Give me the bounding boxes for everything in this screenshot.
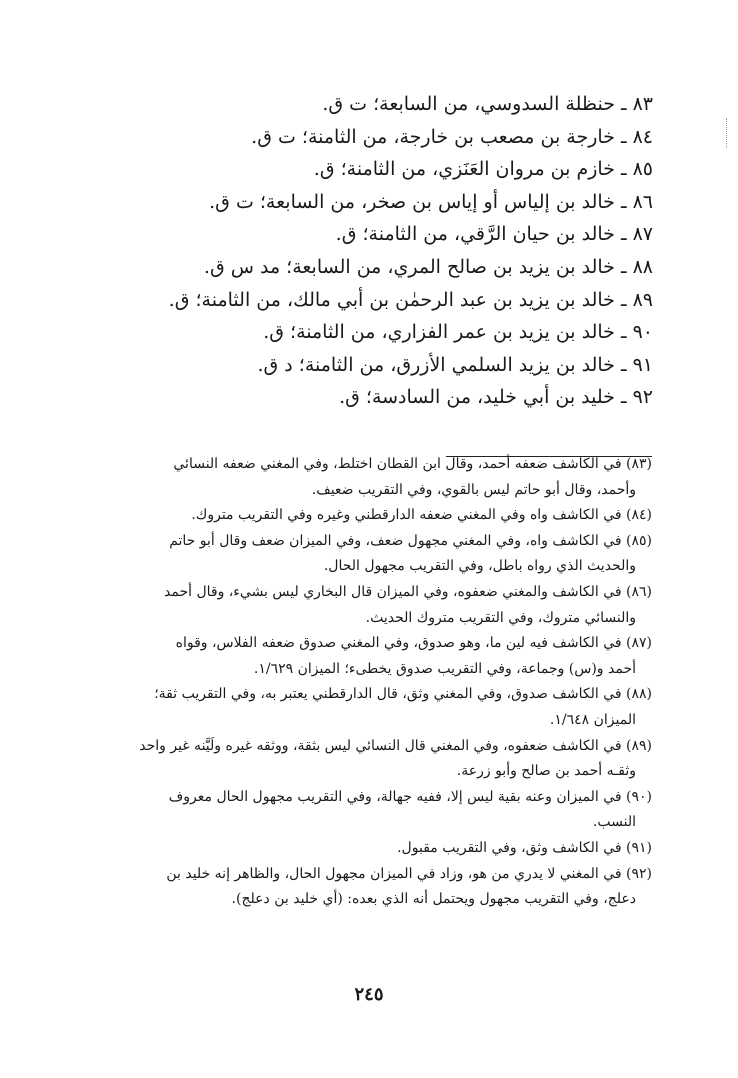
footnote-continuation: النسب. (592, 814, 636, 831)
footnote (104, 529, 652, 580)
narrator-entry: ٩٢ ـ خليد بن أبي خليد، من السادسة؛ ق. (339, 386, 653, 409)
narrator-entry: ٩١ ـ خالد بن يزيد السلمي الأزرق، من الثامنة؛ د ق. (257, 353, 653, 376)
footnotes-section (104, 452, 652, 913)
narrator-entry: ٨٩ ـ خالد بن يزيد بن عبد الرحمٰن بن أبي مالك، من الثامنة؛ ق. (168, 288, 653, 311)
footnote-first-line: (٨٩) في الكاشف ضعفوه، وفي المغني قال النسائي ليس بثقة، ووثقه غيره ولَيَّنه غير واحد (139, 737, 652, 754)
narrator-entry: ٨٥ ـ خازم بن مروان العَنَزي، من الثامنة؛ ق. (313, 158, 653, 181)
narrator-entry: ٨٤ ـ خارجة بن مصعب بن خارجة، من الثامنة؛ ت ق. (251, 125, 653, 148)
footnote (104, 836, 652, 862)
footnote (104, 862, 652, 913)
footnote-first-line: (٨٤) في الكاشف واه وفي المغني ضعفه الدارقطني وغيره وفي التقريب متروك. (191, 507, 652, 524)
footnote (104, 682, 652, 733)
footnote-first-line: (٩٠) في الميزان وعنه بقية ليس إلا، ففيه جهالة، وفي التقريب مجهول الحال معروف (168, 788, 652, 805)
footnote-continuation: والنسائي متروك، وفي التقريب متروك الحديث. (365, 609, 636, 626)
footnote-first-line: (٨٦) في الكاشف والمغني ضعفوه، وفي الميزان قال البخاري ليس بشيء، وقال أحمد (164, 583, 652, 600)
footnote-first-line: (٩٢) في المغني لا يدري من هو، وزاد في الميزان مجهول الحال، والظاهر إنه خليد بن (166, 865, 652, 882)
narrator-entry: ٨٧ ـ خالد بن حيان الرَّقي، من الثامنة؛ ق. (335, 223, 653, 246)
footnote-first-line: (٩١) في الكاشف وثق، وفي التقريب مقبول. (397, 839, 652, 856)
footnote-continuation: والحديث الذي رواه باطل، وفي التقريب مجهول الحال. (323, 558, 636, 575)
footnote-continuation: وثقـه أحمد بن صالح وأبو زرعة. (456, 763, 636, 780)
margin-mark (725, 118, 727, 148)
narrator-entry: ٨٦ ـ خالد بن إلياس أو إياس بن صخر، من السابعة؛ ت ق. (209, 190, 653, 213)
narrator-entry: ٩٠ ـ خالد بن يزيد بن عمر الفزاري، من الثامنة؛ ق. (263, 321, 653, 344)
footnote (104, 631, 652, 682)
footnote-first-line: (٨٧) في الكاشف فيه لين ما، وهو صدوق، وفي المغني صدوق ضعفه الفلاس، وقواه (175, 635, 652, 652)
footnote-continuation: أحمد و(س) وجماعة، وفي التقريب صدوق يخطىء؛ الميزان ١/٦٢٩. (253, 660, 636, 677)
footnote-first-line: (٨٥) في الكاشف واه، وفي المغني مجهول ضعف، وفي الميزان ضعف وقال أبو حاتم (169, 532, 652, 549)
page-number: ٢٤٥ (354, 984, 384, 1005)
footnote-first-line: (٨٣) في الكاشف ضعفه أحمد، وقال ابن القطان اختلط، وفي المغني ضعفه النسائي (173, 456, 652, 472)
footnote (104, 785, 652, 836)
footnote-continuation: وأحمد، وقال أبو حاتم ليس بالقوي، وفي التقريب ضعيف. (311, 481, 636, 498)
footnote-continuation: الميزان ١/٦٤٨. (549, 711, 636, 728)
narrator-entry: ٨٣ ـ حنظلة السدوسي، من السابعة؛ ت ق. (322, 93, 653, 115)
footnote (104, 734, 652, 785)
footnote (104, 503, 652, 529)
footnote (104, 580, 652, 631)
footnote-first-line: (٨٨) في الكاشف صدوق، وفي المغني وثق، قال الدارقطني يعتبر به، وفي التقريب ثقة؛ (154, 686, 652, 703)
footnote-continuation: دعلج، وفي التقريب مجهول ويحتمل أنه الذي بعده: (أي خليد بن دعلج). (231, 891, 636, 908)
narrator-list (93, 88, 653, 414)
narrator-entry: ٨٨ ـ خالد بن يزيد بن صالح المري، من السابعة؛ مد س ق. (203, 255, 653, 278)
footnote (104, 452, 652, 503)
